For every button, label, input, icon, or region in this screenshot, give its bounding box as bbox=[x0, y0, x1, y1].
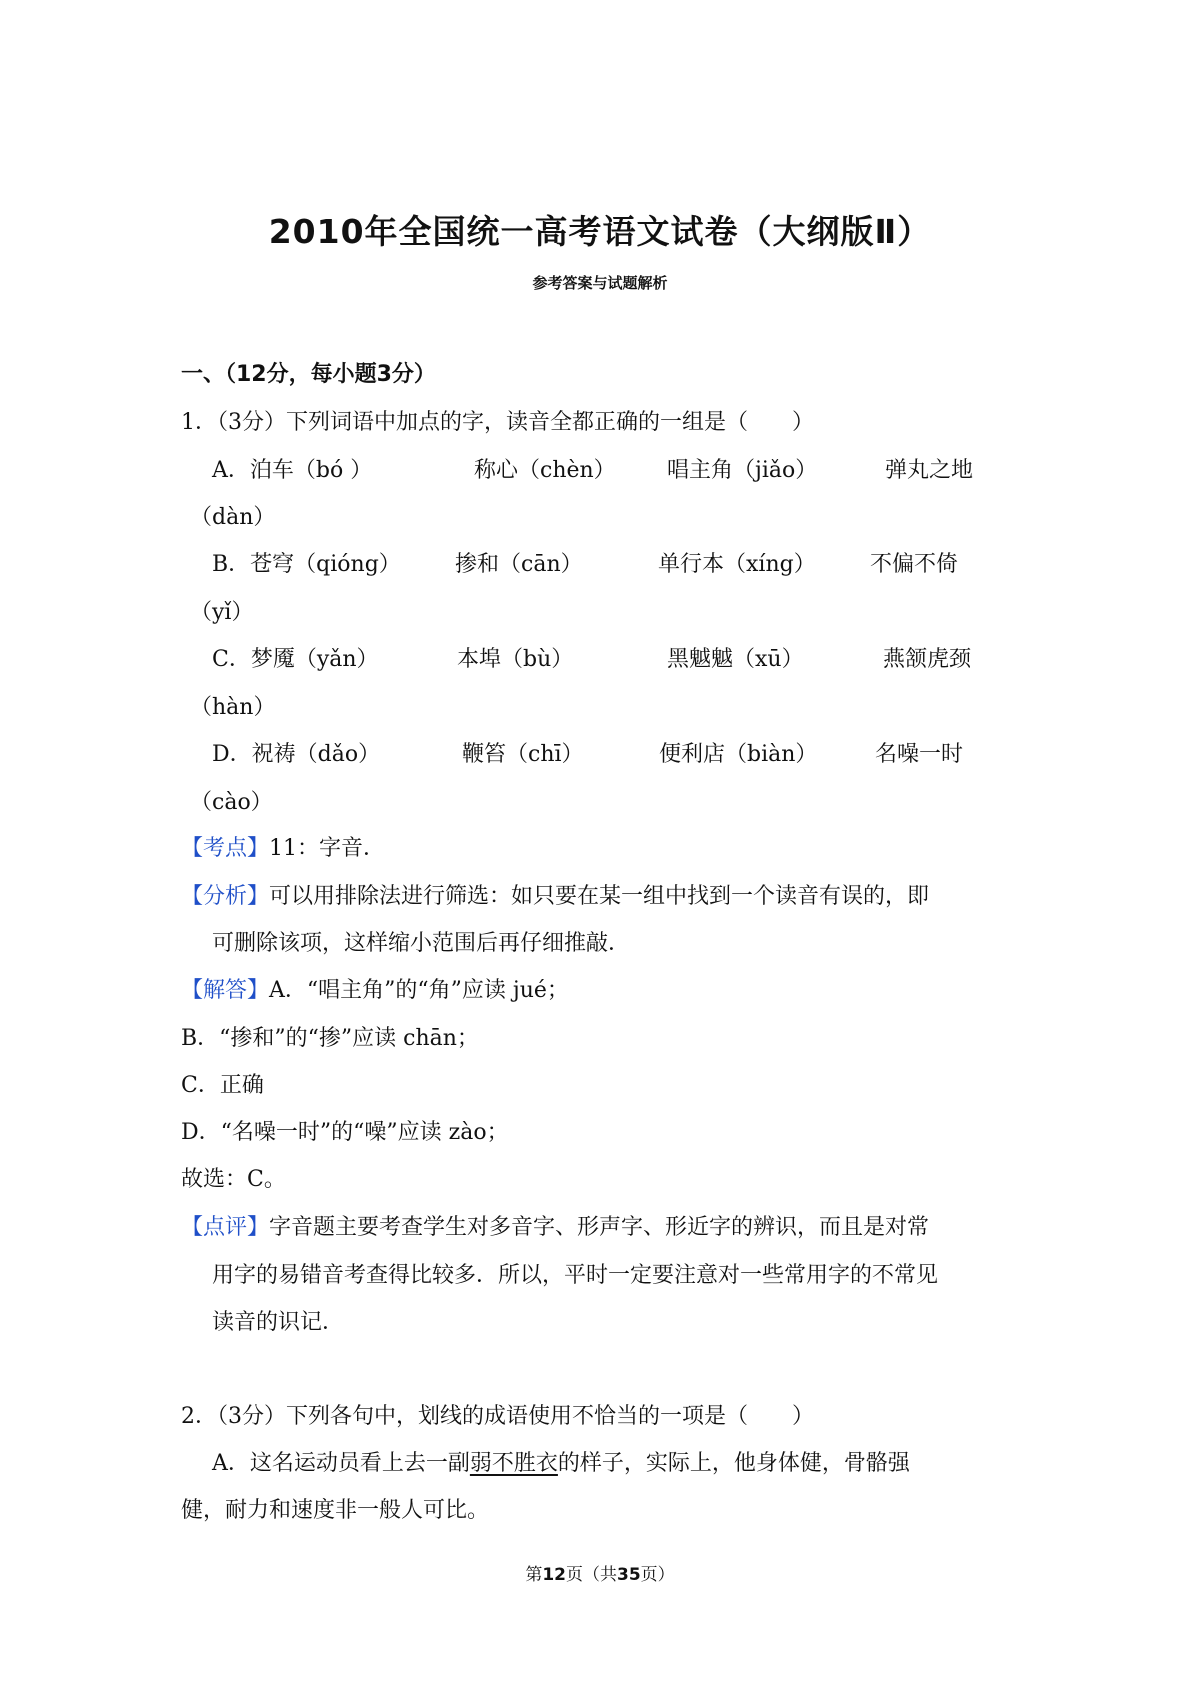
q1-option-d-item4: 名噪一时 bbox=[875, 742, 964, 767]
footer-mid: 页（共 bbox=[566, 1565, 617, 1585]
footer-total-pages: 35 bbox=[617, 1565, 641, 1585]
q2-option-a-line2: 健，耐力和速度非一般人可比。 bbox=[181, 1498, 490, 1523]
kaodian-text: 11：字音． bbox=[269, 836, 386, 861]
question-2-stem: 2．（3分）下列各句中，划线的成语使用不恰当的一项是（ ） bbox=[181, 1404, 814, 1429]
footer-pre: 第 bbox=[525, 1565, 543, 1585]
fenxi-tag: 【分析】 bbox=[181, 884, 270, 909]
dianping-text-line1: 字音题主要考查学生对多音字、形声字、形近字的辨识，而且是对常 bbox=[269, 1215, 930, 1240]
q1-option-c-item1: C．梦魇（yǎn） bbox=[212, 647, 379, 672]
fenxi-text-line1: 可以用排除法进行筛选：如只要在某一组中找到一个读音有误的，即 bbox=[269, 884, 930, 909]
q2-option-a bbox=[212, 1449, 910, 1479]
q1-option-c-item4: 燕颔虎颈 bbox=[883, 647, 972, 672]
q1-option-b-item4: 不偏不倚 bbox=[870, 552, 959, 577]
q2-underlined-idiom: 弱不胜衣 bbox=[469, 1451, 558, 1476]
dianping-text-line2: 用字的易错音考查得比较多．所以，平时一定要注意对一些常用字的不常见 bbox=[212, 1263, 939, 1288]
page-footer bbox=[0, 1560, 1200, 1585]
question-1-stem: 1．（3分）下列词语中加点的字，读音全都正确的一组是（ ） bbox=[181, 410, 814, 435]
q1-kaodian bbox=[181, 834, 385, 864]
q1-dianping bbox=[181, 1213, 929, 1243]
q1-option-a-item4: 弹丸之地 bbox=[885, 458, 974, 483]
q1-option-d-item2: 鞭笞（chī） bbox=[462, 742, 584, 767]
q1-option-b-item4-pinyin: （yǐ） bbox=[190, 600, 254, 625]
dianping-text-line3: 读音的识记． bbox=[212, 1310, 345, 1335]
q1-option-c-item2: 本埠（bù） bbox=[457, 647, 574, 672]
page-subtitle: 参考答案与试题解析 bbox=[532, 274, 668, 292]
page-title: 2010年全国统一高考语文试卷（大纲版Ⅱ） bbox=[268, 212, 932, 251]
q1-option-a-item3: 唱主角（jiǎo） bbox=[667, 458, 818, 483]
q1-option-b-item2: 掺和（cān） bbox=[455, 552, 583, 577]
dianping-tag: 【点评】 bbox=[181, 1215, 270, 1240]
jieda-tag: 【解答】 bbox=[181, 978, 270, 1003]
q1-option-b-item3: 单行本（xíng） bbox=[658, 552, 816, 577]
footer-post: 页） bbox=[640, 1565, 675, 1585]
jieda-text-line2: B．“掺和”的“掺”应读 chān； bbox=[181, 1026, 479, 1051]
q1-fenxi bbox=[181, 882, 929, 912]
jieda-text-line4: D．“名噪一时”的“噪”应读 zào； bbox=[181, 1120, 509, 1145]
q1-option-c-item3: 黑魆魆（xū） bbox=[667, 647, 804, 672]
q1-option-a-item2: 称心（chèn） bbox=[474, 458, 616, 483]
q1-option-d-item3: 便利店（biàn） bbox=[659, 742, 818, 767]
fenxi-text-line2: 可删除该项，这样缩小范围后再仔细推敲． bbox=[212, 931, 631, 956]
kaodian-tag: 【考点】 bbox=[181, 836, 270, 861]
q1-option-a-item1: A．泊车（bó ） bbox=[212, 458, 373, 483]
q2-option-a-pre: A．这名运动员看上去一副 bbox=[212, 1451, 470, 1476]
jieda-text-line5: 故选：C。 bbox=[181, 1167, 286, 1192]
section-heading: 一、（12分，每小题3分） bbox=[181, 362, 436, 387]
jieda-text-line3: C．正确 bbox=[181, 1073, 264, 1098]
q1-option-b-item1: B．苍穹（qióng） bbox=[212, 552, 401, 577]
q1-option-d-item1: D．祝祷（dǎo） bbox=[212, 742, 381, 767]
q1-option-c-item4-pinyin: （hàn） bbox=[190, 695, 276, 720]
q1-jieda bbox=[181, 976, 569, 1006]
footer-page-number: 12 bbox=[542, 1565, 566, 1585]
q1-option-a-item4-pinyin: （dàn） bbox=[190, 505, 276, 530]
q1-option-d-item4-pinyin: （cào） bbox=[190, 790, 273, 815]
jieda-text-line1: A．“唱主角”的“角”应读 jué； bbox=[269, 978, 569, 1003]
q2-option-a-post: 的样子，实际上，他身体健，骨骼强 bbox=[557, 1451, 910, 1476]
